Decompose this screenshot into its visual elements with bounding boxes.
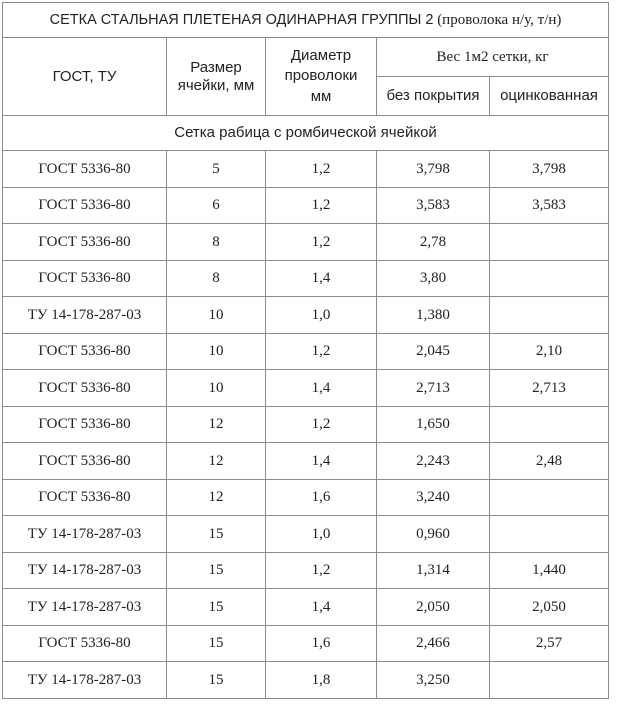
cell-size: 5 xyxy=(167,151,266,188)
cell-size: 12 xyxy=(167,479,266,516)
cell-size: 12 xyxy=(167,406,266,443)
header-wire-diameter xyxy=(266,38,377,116)
cell-diameter: 1,4 xyxy=(266,260,377,297)
cell-diameter: 1,2 xyxy=(266,406,377,443)
cell-diameter: 1,2 xyxy=(266,187,377,224)
cell-weight-galvanized: 2,48 xyxy=(490,443,609,480)
cell-size: 15 xyxy=(167,589,266,626)
cell-size: 15 xyxy=(167,552,266,589)
cell-diameter: 1,2 xyxy=(266,333,377,370)
cell-weight-uncoated: 1,650 xyxy=(377,406,490,443)
cell-weight-galvanized: 3,583 xyxy=(490,187,609,224)
cell-gost: ГОСТ 5336-80 xyxy=(3,224,167,261)
cell-size: 12 xyxy=(167,443,266,480)
table-row xyxy=(3,625,609,662)
cell-weight-uncoated: 3,80 xyxy=(377,260,490,297)
cell-weight-galvanized: 3,798 xyxy=(490,151,609,188)
cell-size: 8 xyxy=(167,260,266,297)
table-row xyxy=(3,552,609,589)
cell-weight-galvanized: 2,57 xyxy=(490,625,609,662)
cell-weight-galvanized xyxy=(490,260,609,297)
cell-size: 8 xyxy=(167,224,266,261)
cell-weight-galvanized xyxy=(490,224,609,261)
header-gost: ГОСТ, ТУ xyxy=(3,38,167,116)
table-row xyxy=(3,479,609,516)
table-row xyxy=(3,406,609,443)
cell-size: 15 xyxy=(167,625,266,662)
cell-weight-uncoated: 1,380 xyxy=(377,297,490,334)
table-row xyxy=(3,260,609,297)
cell-gost: ТУ 14-178-287-03 xyxy=(3,516,167,553)
table-title xyxy=(3,3,609,38)
table-title-main: СЕТКА СТАЛЬНАЯ ПЛЕТЕНАЯ ОДИНАРНАЯ ГРУППЫ 2 xyxy=(49,11,434,28)
table-row xyxy=(3,516,609,553)
cell-weight-uncoated: 1,314 xyxy=(377,552,490,589)
cell-diameter: 1,0 xyxy=(266,297,377,334)
cell-weight-uncoated: 2,050 xyxy=(377,589,490,626)
cell-weight-galvanized xyxy=(490,479,609,516)
cell-weight-uncoated: 2,045 xyxy=(377,333,490,370)
table-row xyxy=(3,589,609,626)
cell-weight-galvanized xyxy=(490,406,609,443)
cell-diameter: 1,0 xyxy=(266,516,377,553)
cell-diameter: 1,6 xyxy=(266,625,377,662)
cell-weight-galvanized: 2,10 xyxy=(490,333,609,370)
cell-gost: ГОСТ 5336-80 xyxy=(3,479,167,516)
cell-diameter: 1,2 xyxy=(266,151,377,188)
cell-weight-uncoated: 3,240 xyxy=(377,479,490,516)
cell-size: 10 xyxy=(167,370,266,407)
cell-gost: ГОСТ 5336-80 xyxy=(3,443,167,480)
cell-gost: ГОСТ 5336-80 xyxy=(3,625,167,662)
header-cell-size-text: Размер ячейки, мм xyxy=(177,58,255,94)
header-cell-size xyxy=(167,38,266,116)
cell-diameter: 1,4 xyxy=(266,370,377,407)
cell-weight-uncoated: 3,250 xyxy=(377,662,490,699)
cell-size: 15 xyxy=(167,516,266,553)
cell-gost: ТУ 14-178-287-03 xyxy=(3,297,167,334)
cell-diameter: 1,4 xyxy=(266,443,377,480)
cell-weight-uncoated: 2,78 xyxy=(377,224,490,261)
section-title: Сетка рабица с ромбической ячейкой xyxy=(3,116,609,151)
cell-gost: ГОСТ 5336-80 xyxy=(3,370,167,407)
cell-weight-uncoated: 3,583 xyxy=(377,187,490,224)
cell-size: 6 xyxy=(167,187,266,224)
cell-diameter: 1,6 xyxy=(266,479,377,516)
cell-weight-uncoated: 2,466 xyxy=(377,625,490,662)
table-row xyxy=(3,370,609,407)
table-row xyxy=(3,224,609,261)
cell-weight-uncoated: 2,713 xyxy=(377,370,490,407)
cell-size: 10 xyxy=(167,297,266,334)
cell-weight-galvanized: 2,050 xyxy=(490,589,609,626)
cell-size: 15 xyxy=(167,662,266,699)
cell-gost: ТУ 14-178-287-03 xyxy=(3,589,167,626)
table-row xyxy=(3,151,609,188)
header-galvanized: оцинкованная xyxy=(490,77,609,116)
cell-gost: ГОСТ 5336-80 xyxy=(3,260,167,297)
cell-gost: ГОСТ 5336-80 xyxy=(3,333,167,370)
cell-size: 10 xyxy=(167,333,266,370)
table-row xyxy=(3,187,609,224)
table-title-suffix: (проволока н/у, т/н) xyxy=(437,11,562,28)
cell-gost: ГОСТ 5336-80 xyxy=(3,406,167,443)
cell-weight-galvanized xyxy=(490,516,609,553)
cell-weight-galvanized xyxy=(490,297,609,334)
cell-gost: ТУ 14-178-287-03 xyxy=(3,552,167,589)
cell-weight-galvanized xyxy=(490,662,609,699)
cell-weight-uncoated: 0,960 xyxy=(377,516,490,553)
cell-weight-galvanized: 2,713 xyxy=(490,370,609,407)
table-row xyxy=(3,662,609,699)
cell-diameter: 1,2 xyxy=(266,224,377,261)
header-wire-diameter-text: Диаметр проволоки мм xyxy=(284,47,358,105)
header-weight: Вес 1м2 сетки, кг xyxy=(377,38,609,77)
cell-weight-uncoated: 3,798 xyxy=(377,151,490,188)
table-row xyxy=(3,297,609,334)
cell-gost: ГОСТ 5336-80 xyxy=(3,187,167,224)
header-uncoated: без покрытия xyxy=(377,77,490,116)
cell-diameter: 1,8 xyxy=(266,662,377,699)
cell-diameter: 1,4 xyxy=(266,589,377,626)
cell-gost: ТУ 14-178-287-03 xyxy=(3,662,167,699)
cell-gost: ГОСТ 5336-80 xyxy=(3,151,167,188)
table-row xyxy=(3,443,609,480)
cell-weight-galvanized: 1,440 xyxy=(490,552,609,589)
cell-weight-uncoated: 2,243 xyxy=(377,443,490,480)
table-row xyxy=(3,333,609,370)
cell-diameter: 1,2 xyxy=(266,552,377,589)
mesh-spec-table xyxy=(2,2,609,699)
